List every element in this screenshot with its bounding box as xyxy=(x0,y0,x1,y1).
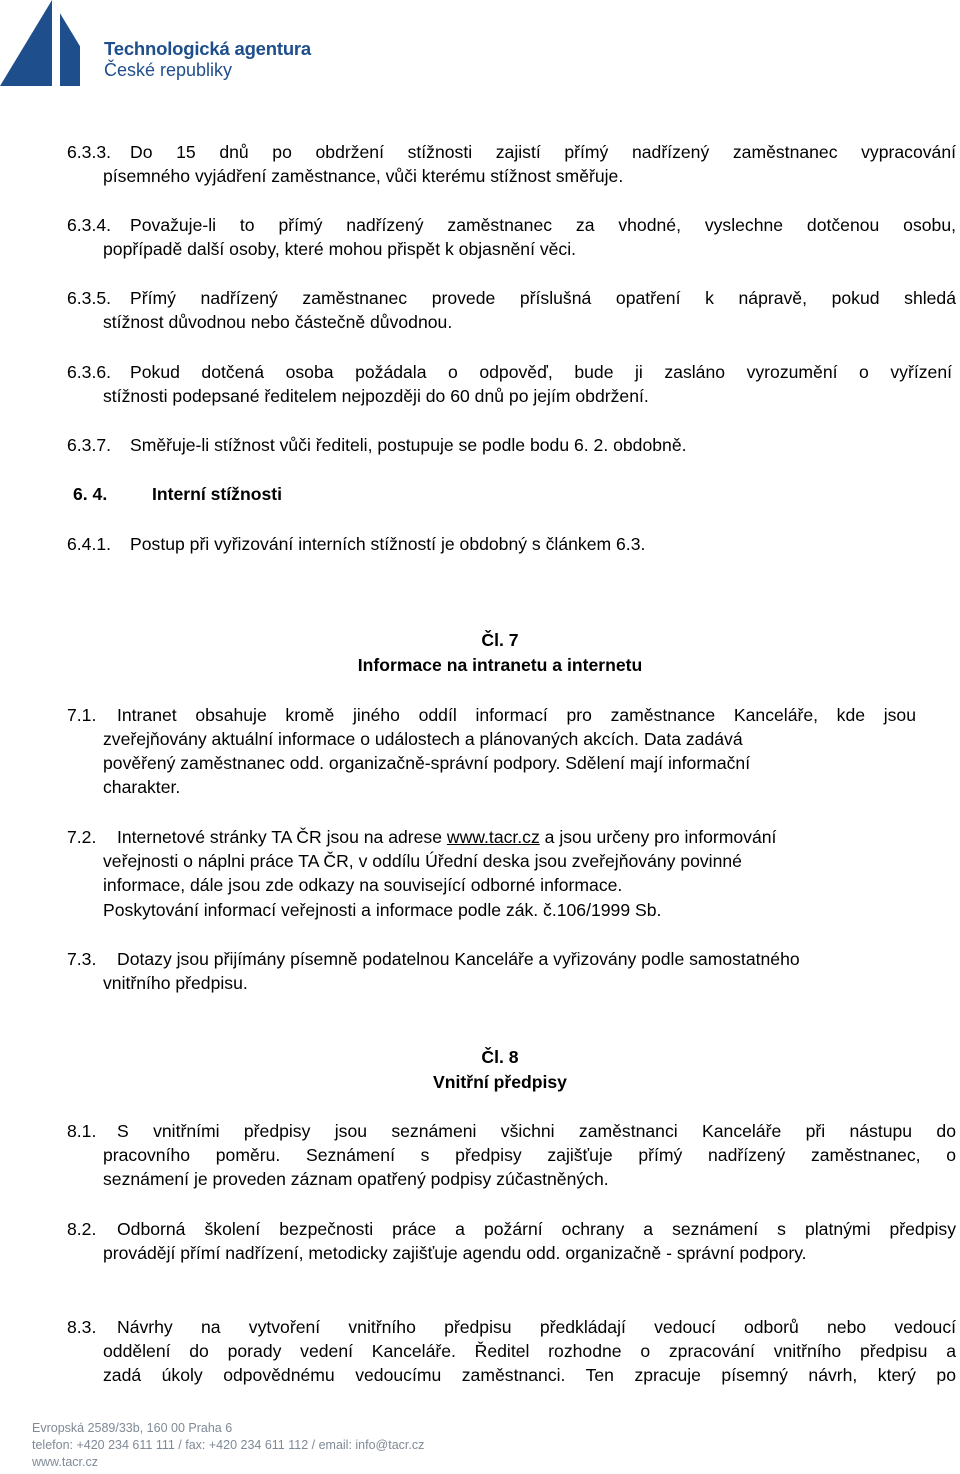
paragraph-line: Do 15 dnů po obdržení stížnosti zajistí přímý nadřízený zaměstnanec vypracování xyxy=(130,142,956,162)
logo-line1: Technologická agentura xyxy=(104,38,312,59)
logo xyxy=(0,0,320,90)
paragraph-line: Poskytování informací veřejnosti a informace podle zák. č.106/1999 Sb. xyxy=(103,900,662,920)
footer-address: Evropská 2589/33b, 160 00 Praha 6 xyxy=(32,1421,233,1435)
article-heading: Čl. 7 xyxy=(481,630,519,650)
paragraph-number: 8.2. xyxy=(67,1219,97,1239)
website-link[interactable]: www.tacr.cz xyxy=(446,827,540,847)
paragraph-number: 6.3.5. xyxy=(67,288,112,308)
paragraph-line: stížnost důvodnou nebo částečně důvodnou. xyxy=(103,312,453,332)
paragraph-line: vnitřního předpisu. xyxy=(103,973,248,993)
paragraph-text: a jsou určeny pro informování xyxy=(539,827,777,847)
paragraph-line: písemného vyjádření zaměstnance, vůči kterému stížnost směřuje. xyxy=(103,166,624,186)
paragraph-line: Směřuje-li stížnost vůči řediteli, postupuje se podle bodu 6. 2. obdobně. xyxy=(130,435,687,455)
paragraph-line: Dotazy jsou přijímány písemně podatelnou Kanceláře a vyřizovány podle samostatného xyxy=(117,949,800,969)
paragraph-line: pracovního poměru. Seznámení s předpisy zajišťuje přímý nadřízený zaměstnanec, o xyxy=(103,1145,956,1165)
paragraph-line: Odborná školení bezpečnosti práce a požární ochrany a seznámení s platnými předpisy xyxy=(117,1219,956,1239)
paragraph-number: 8.3. xyxy=(67,1317,97,1337)
paragraph-line: Postup při vyřizování interních stížností je obdobný s článkem 6.3. xyxy=(130,534,646,554)
paragraph-number: 7.3. xyxy=(67,949,97,969)
paragraph-number: 6.4.1. xyxy=(67,534,112,554)
paragraph-text: Internetové stránky TA ČR jsou na adrese xyxy=(117,827,447,847)
paragraph-line: pověřený zaměstnanec odd. organizačně-správní podpory. Sdělení mají informační xyxy=(103,753,751,773)
paragraph-number: 6.3.3. xyxy=(67,142,112,162)
paragraph-number: 6.3.6. xyxy=(67,362,112,382)
paragraph-line: zadá úkoly odpovědnému vedoucímu zaměstnanci. Ten zpracuje písemný návrh, který po xyxy=(103,1365,956,1385)
article-title: Vnitřní předpisy xyxy=(433,1072,567,1092)
paragraph-line: Intranet obsahuje kromě jiného oddíl informací pro zaměstnance Kanceláře, kde jsou xyxy=(117,705,916,725)
paragraph-line: informace, dále jsou zde odkazy na související odborné informace. xyxy=(103,875,623,895)
paragraph-number: 6.3.4. xyxy=(67,215,112,235)
paragraph-line: Považuje-li to přímý nadřízený zaměstnanec za vhodné, vyslechne dotčenou osobu, xyxy=(130,215,956,235)
logo-line2: České republiky xyxy=(104,60,233,80)
paragraph-line: provádějí přímí nadřízení, metodicky zajišťuje agendu odd. organizačně - správní podpory. xyxy=(103,1243,807,1263)
paragraph-line: popřípadě další osoby, které mohou přispět k objasnění věci. xyxy=(103,239,577,259)
paragraph-number: 7.1. xyxy=(67,705,97,725)
article-heading: Čl. 8 xyxy=(481,1047,519,1067)
paragraph-line: oddělení do porady vedení Kanceláře. Ředitel rozhodne o zpracování vnitřního předpisu a xyxy=(103,1341,956,1361)
paragraph-number: 6.3.7. xyxy=(67,435,112,455)
footer-contact: telefon: +420 234 611 111 / fax: +420 234 611 112 / email: info@tacr.cz xyxy=(32,1438,425,1452)
section-number: 6. 4. xyxy=(73,484,108,504)
paragraph-number: 8.1. xyxy=(67,1121,97,1141)
paragraph-number: 7.2. xyxy=(67,827,97,847)
paragraph-line: Návrhy na vytvoření vnitřního předpisu předkládají vedoucí odborů nebo vedoucí xyxy=(117,1317,956,1337)
paragraph-line xyxy=(117,825,776,849)
paragraph-line: stížnosti podepsané ředitelem nejpozději do 60 dnů po jejím obdržení. xyxy=(103,386,649,406)
footer-web[interactable]: www.tacr.cz xyxy=(32,1455,98,1469)
paragraph-line: S vnitřními předpisy jsou seznámeni všichni zaměstnanci Kanceláře při nástupu do xyxy=(117,1121,956,1141)
section-title: Interní stížnosti xyxy=(152,484,283,504)
paragraph-line: Pokud dotčená osoba požádala o odpověď, bude ji zasláno vyrozumění o vyřízení xyxy=(130,362,952,382)
paragraph-line: zveřejňovány aktuální informace o událostech a plánovaných akcích. Data zadává xyxy=(103,729,743,749)
paragraph-line: veřejnosti o náplni práce TA ČR, v oddílu Úřední deska jsou zveřejňovány povinné xyxy=(103,851,742,871)
article-title: Informace na intranetu a internetu xyxy=(357,655,643,675)
paragraph-line: Přímý nadřízený zaměstnanec provede příslušná opatření k nápravě, pokud shledá xyxy=(130,288,956,308)
paragraph-line: charakter. xyxy=(103,777,181,797)
logo-triangle-icon xyxy=(0,0,104,90)
paragraph-line: seznámení je proveden záznam opatřený podpisy zúčastněných. xyxy=(103,1169,609,1189)
